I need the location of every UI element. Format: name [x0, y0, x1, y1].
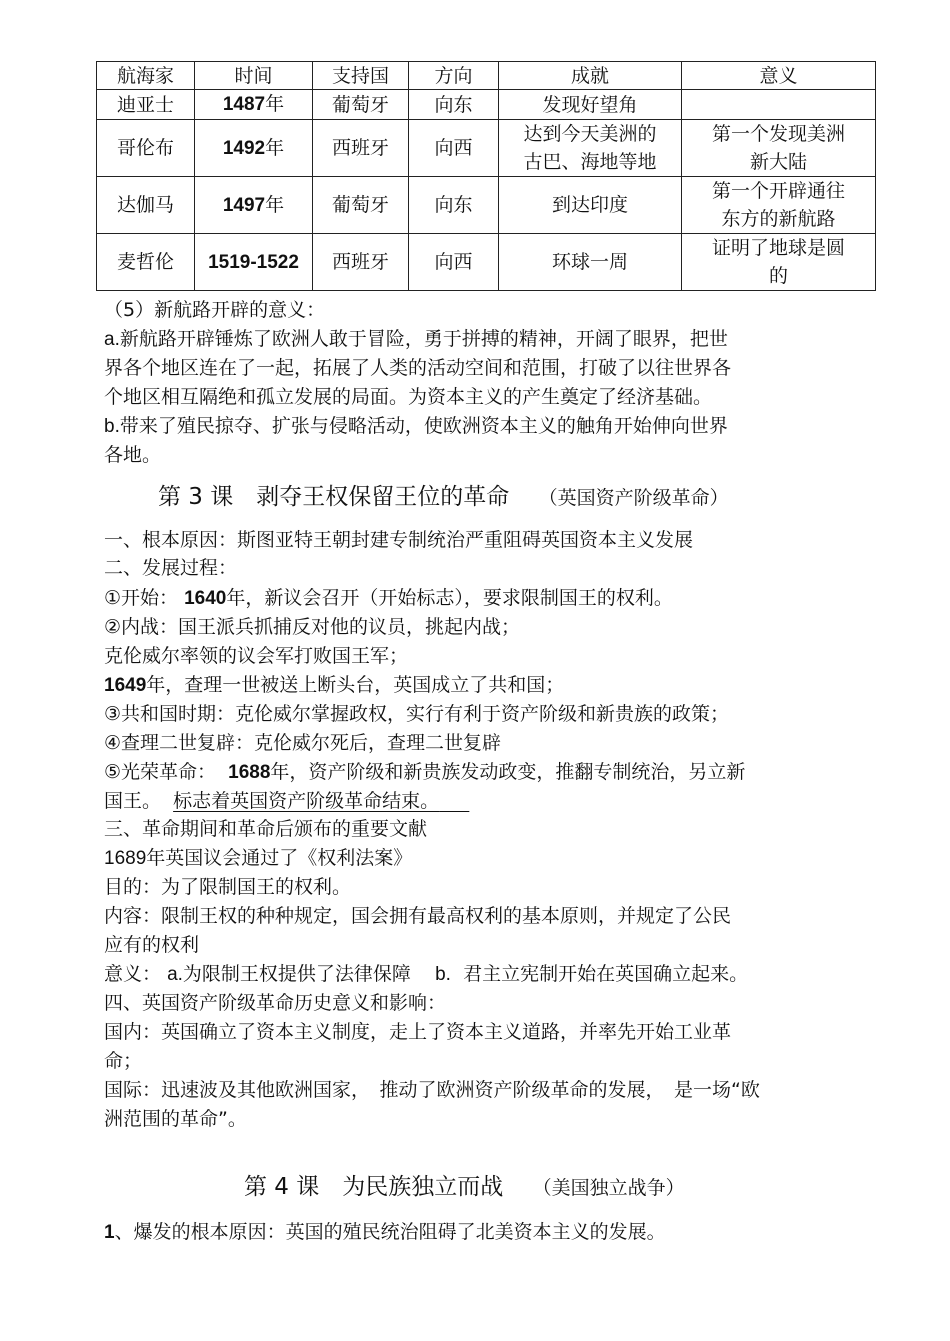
impact-intl-1: 国际：迅速波及其他欧洲国家， 推动了欧洲资产阶级革命的发展， 是一场“欧	[104, 1079, 760, 1101]
impact-domestic-2: 命；	[104, 1050, 143, 1072]
cell-achievement: 环球一周	[499, 234, 682, 291]
lesson4-item-1: 1、爆发的根本原因：英国的殖民统治阻碍了北美资本主义的发展。	[104, 1221, 666, 1243]
voyages-table	[96, 61, 876, 291]
header-achievement: 成就	[499, 62, 682, 90]
cell-significance	[682, 90, 876, 120]
cell-navigator: 麦哲伦	[97, 234, 195, 291]
bill-content-2: 应有的权利	[104, 934, 200, 956]
cell-achievement: 到达印度	[499, 177, 682, 234]
table-row	[97, 234, 876, 291]
table-row	[97, 177, 876, 234]
cell-achievement: 达到今天美洲的 古巴、海地等地	[499, 120, 682, 177]
cell-country: 西班牙	[313, 234, 409, 291]
glorious-end-underlined: 标志着英国资产阶级革命结束。	[173, 790, 440, 812]
bill-content-1: 内容：限制王权的种种规定，国会拥有最高权利的基本原则，并规定了公民	[104, 905, 732, 927]
table-row	[97, 120, 876, 177]
cell-year: 1492年	[195, 120, 313, 177]
header-significance: 意义	[682, 62, 876, 90]
lesson4-title: 第 4 课 为民族独立而战	[244, 1174, 504, 1200]
process-title: 二、发展过程：	[104, 557, 238, 579]
cell-direction: 向东	[409, 90, 499, 120]
process-war-2: 克伦威尔率领的议会军打败国王军；	[104, 645, 409, 667]
section5-title: （5）新航路开辟的意义：	[104, 299, 326, 321]
impact-domestic-1: 国内：英国确立了资本主义制度，走上了资本主义道路，并率先开始工业革	[104, 1021, 732, 1043]
lesson3-subtitle: （英国资产阶级革命）	[538, 487, 729, 509]
cell-achievement: 发现好望角	[499, 90, 682, 120]
table-row	[97, 90, 876, 120]
process-execution: 1649年，查理一世被送上断头台，英国成立了共和国；	[104, 674, 565, 696]
process-restoration: ④查理二世复辟：克伦威尔死后，查理二世复辟	[104, 732, 502, 754]
cell-significance: 证明了地球是圆 的	[682, 234, 876, 291]
section5-a-line2: 界各个地区连在了一起，拓展了人类的活动空间和范围，打破了以往世界各	[104, 357, 732, 379]
cell-country: 葡萄牙	[313, 177, 409, 234]
cell-year: 1519-1522	[195, 234, 313, 291]
section5-b-line1: b.带来了殖民掠夺、扩张与侵略活动，使欧洲资本主义的触角开始伸向世界	[104, 415, 728, 437]
cell-country: 葡萄牙	[313, 90, 409, 120]
lesson3-title: 第 3 课 剥夺王权保留王位的革命	[158, 484, 510, 510]
process-glorious: ⑤光荣革命： 1688年，资产阶级和新贵族发动政变，推翻专制统治，另立新	[104, 761, 746, 783]
header-time: 时间	[195, 62, 313, 90]
bill-meaning: 意义： a.为限制王权提供了法律保障 b. 君主立宪制开始在英国确立起来。	[104, 963, 749, 985]
process-war-1: ②内战：国王派兵抓捕反对他的议员，挑起内战；	[104, 616, 521, 638]
cell-navigator: 迪亚士	[97, 90, 195, 120]
cell-navigator: 达伽马	[97, 177, 195, 234]
bill-of-rights: 1689年英国议会通过了《权利法案》	[104, 847, 413, 869]
cell-significance: 第一个开辟通往 东方的新航路	[682, 177, 876, 234]
lesson3-heading	[158, 482, 729, 513]
root-cause: 一、根本原因：斯图亚特王朝封建专制统治严重阻碍英国资本主义发展	[104, 529, 694, 551]
bill-purpose: 目的：为了限制国王的权利。	[104, 876, 352, 898]
process-start: ①开始： 1640年，新议会召开（开始标志），要求限制国王的权利。	[104, 587, 673, 609]
cell-navigator: 哥伦布	[97, 120, 195, 177]
header-direction: 方向	[409, 62, 499, 90]
table-header-row	[97, 62, 876, 90]
cell-country: 西班牙	[313, 120, 409, 177]
process-glorious-end: 国王。 标志着英国资产阶级革命结束。	[104, 790, 440, 812]
section5-a-line1: a.新航路开辟锤炼了欧洲人敢于冒险，勇于拼搏的精神，开阔了眼界，把世	[104, 328, 728, 350]
cell-direction: 向西	[409, 234, 499, 291]
header-navigator: 航海家	[97, 62, 195, 90]
cell-year: 1487年	[195, 90, 313, 120]
section5-b-line2: 各地。	[104, 444, 162, 466]
lesson4-heading	[244, 1172, 685, 1203]
cell-direction: 向西	[409, 120, 499, 177]
section5-a-line3: 个地区相互隔绝和孤立发展的局面。为资本主义的产生奠定了经济基础。	[104, 386, 713, 408]
process-republic: ③共和国时期：克伦威尔掌握政权，实行有利于资产阶级和新贵族的政策；	[104, 703, 730, 725]
lesson4-subtitle: （美国独立战争）	[532, 1177, 685, 1199]
cell-direction: 向东	[409, 177, 499, 234]
impact-intl-2: 洲范围的革命”。	[104, 1108, 247, 1130]
cell-significance: 第一个发现美洲 新大陆	[682, 120, 876, 177]
header-country: 支持国	[313, 62, 409, 90]
cell-year: 1497年	[195, 177, 313, 234]
docs-title: 三、革命期间和革命后颁布的重要文献	[104, 818, 428, 840]
impact-title: 四、英国资产阶级革命历史意义和影响：	[104, 992, 447, 1014]
